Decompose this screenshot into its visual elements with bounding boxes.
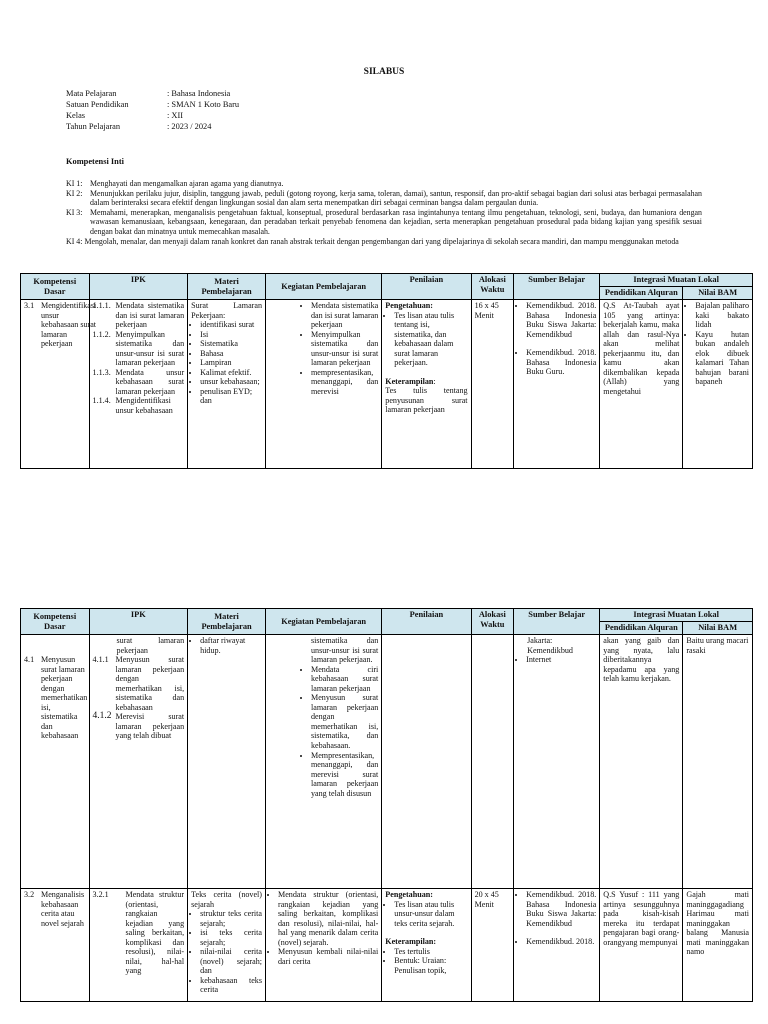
kegiatan-cell [266, 889, 382, 1002]
alquran-cell: Q.S At-Taubah ayat 105 yang artinya: bekerjalah kamu, maka allah dan rasul-Nya akan melihat pekerjaanmu itu, dan kamu akan dikembalikan kepada (Allah) yang mengetahui [600, 300, 683, 469]
sumber-item: • Internet [526, 655, 596, 665]
kegiatan-item: • Mendata ciri kebahasaan surat lamaran pekerjaan [311, 665, 378, 694]
sumber-cell [514, 889, 600, 1002]
kd-cell [21, 889, 90, 1002]
header-sumber: Sumber Belajar [514, 609, 600, 635]
bam-item: • Bajalan paliharo kaki bakato lidah [695, 301, 749, 330]
alquran-cell: akan yang gaib dan yang nyata, lalu diberitakannya kepadamu apa yang telah kamu kerjakan. [600, 635, 683, 889]
bam-item: • Kayu hutan bukan andaleh elok dibuek kalamari Tahan bahujan barani bapaneh [695, 330, 749, 387]
keterampilan-item: • Tes tertulis [394, 947, 467, 957]
header-ipk: IPK [89, 609, 188, 635]
meta-key: Satuan Pendidikan [66, 100, 129, 109]
pengetahuan-label: Pengetahuan: [385, 301, 433, 310]
materi-item: • penulisan EYD; dan [200, 387, 262, 406]
sumber-item: • Kemendikbud. 2018. Bahasa Indonesia Buku Guru. [526, 348, 596, 377]
meta-row [66, 121, 239, 132]
sumber-item: • Kemendikbud. 2018. Bahasa Indonesia Buku Siswa Jakarta: Kemendikbud [526, 301, 596, 339]
table-row [21, 889, 753, 1002]
ki-number: KI 1: [66, 179, 83, 188]
kegiatan-item: • mempresentasikan, menanggapi, dan merevisi [311, 368, 378, 397]
alokasi-cell [471, 635, 514, 889]
header-alokasi: Alokasi Waktu [471, 274, 514, 300]
ipk-cell [89, 300, 188, 469]
meta-row [66, 99, 239, 110]
ki-item [66, 208, 702, 237]
header-alquran: Pendidikan Alquran [600, 287, 683, 300]
penilaian-item: • Tes lisan atau tulis tentang isi, sistematika, dan kebahasaan dalam surat lamaran pekerjaan. [394, 311, 467, 368]
materi-intro: Surat Lamaran Pekerjaan: [191, 301, 262, 320]
meta-key: Tahun Pelajaran [66, 122, 121, 131]
ki-item [66, 189, 702, 208]
header-bam: Nilai BAM [683, 287, 753, 300]
header-penilaian: Penilaian [382, 609, 471, 635]
table-row [21, 635, 753, 889]
materi-item: • unsur kebahasaan; [200, 377, 262, 387]
kd-code: 3.2 [24, 890, 35, 899]
page-title: SILABUS [363, 67, 405, 77]
alokasi-cell: 20 x 45 Menit [471, 889, 514, 1002]
meta-value: : 2023 / 2024 [167, 122, 212, 131]
materi-item: • Lampiran [200, 358, 262, 368]
ipk-code: 4.1.1 [92, 655, 109, 665]
kd-cell [21, 635, 90, 889]
ipk-text: surat lamaran pekerjaan [116, 636, 185, 655]
materi-intro: Teks cerita (novel) sejarah [191, 890, 262, 909]
materi-cell [188, 889, 266, 1002]
sumber-cell [514, 635, 600, 889]
ipk-text: Mendata unsur kebahasaan surat lamaran pekerjaan [115, 367, 185, 396]
ipk-text: Merevisi surat lamaran pekerjaan yang telah dibuat [115, 712, 185, 741]
kegiatan-item: • Mendata struktur (orientasi, rangkaian kejadian yang saling berkaitan, komplikasi dan resolusi), nilai-nilai, hal-hal yang menarik dalam cerita (novel) sejarah. [278, 890, 378, 947]
ipk-text: Mengidentifikasi unsur kebahasaan [115, 396, 173, 416]
header-materi: Materi Pembelajaran [188, 274, 266, 300]
ki-number: KI 4: [66, 236, 83, 246]
materi-item: • daftar riwayat hidup. [200, 636, 262, 655]
silabus-table-1 [20, 273, 753, 469]
header-kegiatan: Kegiatan Pembelajaran [266, 274, 382, 300]
ipk-code: 1.1.3. [92, 367, 111, 377]
keterampilan-text: Tes tulis tentang penyusunan surat lamaran pekerjaan [385, 386, 468, 415]
kegiatan-item: • Mendata sistematika dan isi surat lamaran pekerjaan [311, 301, 378, 330]
ipk-text: Menyimpulkan sistematika dan unsur-unsur isi surat lamaran pekerjaan [115, 329, 185, 368]
sumber-item: • Kemendikbud. 2018. [526, 937, 596, 947]
kegiatan-text: sistematika dan unsur-unsur isi surat lamaran pekerjaan. [311, 636, 379, 665]
keterampilan-label: Keterampilan: [385, 937, 437, 947]
penilaian-cell [382, 889, 471, 1002]
header-kompetensi-dasar: Kompetensi Dasar [21, 274, 90, 300]
meta-value: : Bahasa Indonesia [167, 89, 231, 98]
materi-item: • kebahasaan teks cerita [200, 976, 262, 995]
ki-heading: Kompetensi Inti [66, 157, 124, 166]
meta-key: Kelas [66, 111, 86, 120]
pengetahuan-label: Pengetahuan: [385, 890, 433, 899]
header-integrasi: Integrasi Muatan Lokal [600, 609, 753, 622]
ipk-code: 4.1.2 [92, 711, 112, 722]
ki-text: Memahami, menerapkan, menganalisis pengetahuan faktual, konseptual, prosedural berdasarkan rasa ingintahunya tentang ilmu pengetahuan, teknologi, seni, budaya, dan humaniora dengan wawasan kemanusiaan, kebangsaan, kenegaraan, dan peradaban terkait penyebab fenomena dan kejadian, serta menerapkan pengetahuan prosedural pada bidang kajian yang spesifik sesuai dengan bakat dan minatnya untuk memecahkan masalah. [90, 207, 702, 236]
header-penilaian: Penilaian [382, 274, 471, 300]
header-kompetensi-dasar: Kompetensi Dasar [21, 609, 90, 635]
kd-cell [21, 300, 97, 469]
header-alokasi: Alokasi Waktu [471, 609, 514, 635]
bam-cell: Baitu urang macari rasaki [683, 635, 753, 889]
sumber-text: Jakarta: Kemendikbud [527, 636, 573, 655]
ki-item [66, 237, 702, 247]
header-ipk: IPK [89, 274, 188, 300]
alokasi-cell: 16 x 45 Menit [471, 300, 514, 469]
header-integrasi: Integrasi Muatan Lokal [600, 274, 753, 287]
keterampilan-label: Keterampilan: [385, 376, 436, 386]
materi-item: • nilai-nilai cerita (novel) sejarah; dan [200, 947, 262, 976]
sumber-cell [514, 300, 600, 469]
materi-item: • Sistematika [200, 339, 262, 349]
penilaian-cell [382, 635, 471, 889]
materi-item: • Kalimat efektif. [200, 368, 262, 378]
kegiatan-item: • Menyusun kembali nilai-nilai dari cerita [278, 947, 378, 966]
ipk-cell [89, 635, 188, 889]
kegiatan-item: • Menyimpulkan sistematika dan unsur-unsur isi surat lamaran pekerjaan [311, 330, 378, 368]
ki-text: Menunjukkan perilaku jujur, disiplin, tanggung jawab, peduli (gotong royong, kerja sama, toleran, damai), santun, responsif, dan pro-aktif sebagai bagian dari solusi atas berbagai permasalahan dalam berinteraksi secara efektif dengan lingkungan sosial dan alam serta menempatkan diri sebagai cerminan bangsa dalam pergaulan dunia. [90, 188, 702, 208]
header-alquran: Pendidikan Alquran [600, 622, 683, 635]
materi-cell [188, 635, 266, 889]
ipk-cell [89, 889, 188, 1002]
ipk-text: Mendata struktur (orientasi, rangkaian kejadian yang saling berkaitan, komplikasi dan resolusi), nilai-nilai, hal-hal yang [125, 890, 185, 976]
meta-value: : XII [167, 111, 184, 120]
kd-code: 4.1 [24, 655, 35, 664]
kegiatan-item: • Menyusun surat lamaran pekerjaan dengan memerhatikan isi, sistematika, dan kebahasaan. [311, 693, 378, 750]
ki-list [66, 179, 702, 246]
ipk-code: 1.1.2. [92, 329, 111, 339]
ipk-code: 3.2.1 [92, 890, 109, 899]
header-sumber: Sumber Belajar [514, 274, 600, 300]
ipk-text: Mendata sistematika dan isi surat lamaran pekerjaan [115, 301, 185, 330]
ipk-code: 1.1.4. [92, 396, 111, 406]
header-bam: Nilai BAM [683, 622, 753, 635]
table-row [21, 300, 753, 469]
kegiatan-item: • Mempresentasikan, menanggapi, dan merevisi surat lamaran pekerjaan yang telah disusun [311, 751, 378, 799]
materi-item: • Bahasa [200, 349, 262, 359]
ki-text: Mengolah, menalar, dan menyaji dalam ranah konkret dan ranah abstrak terkait dengan pengembangan dari yang dipelajarinya di sekolah secara mandiri, dan mampu menggunakan metoda [84, 236, 679, 246]
materi-cell [188, 300, 266, 469]
kd-text: Menyusun surat lamaran pekerjaan dengan memerhatikan isi, sistematika dan kebahasaan [41, 655, 88, 741]
penilaian-item: • Tes lisan atau tulis unsur-unsur dalam teks cerita sejarah. [394, 900, 467, 929]
identity-block [66, 88, 239, 132]
ki-item [66, 179, 702, 189]
meta-row [66, 88, 239, 99]
bam-cell: Gajah mati maninggagadiang Harimau mati maninggakan balang Manusia mati maninggakan namo [683, 889, 753, 1002]
sumber-item: • Kemendikbud. 2018. Bahasa Indonesia Buku Siswa Jakarta: Kemendikbud [526, 890, 596, 928]
meta-key: Mata Pelajaran [66, 89, 117, 98]
meta-value: : SMAN 1 Koto Baru [167, 100, 240, 109]
ki-number: KI 2: [66, 188, 83, 198]
kd-code: 3.1 [24, 301, 35, 310]
ipk-code: 1.1.1. [92, 301, 111, 310]
materi-item: • identifikasi surat [200, 320, 262, 330]
kd-text: Menganalisis kebahasaan cerita atau novel sejarah [41, 890, 85, 928]
kd-text: Mengidentifikasi unsur kebahasaan surat lamaran pekerjaan [41, 301, 97, 349]
keterampilan-item: • Bentuk: Uraian: Penulisan topik, [394, 956, 467, 975]
silabus-table-2 [20, 608, 753, 1002]
materi-item: • struktur teks cerita sejarah; [200, 909, 262, 928]
penilaian-cell [382, 300, 471, 469]
ki-number: KI 3: [66, 207, 83, 217]
kegiatan-cell [266, 300, 382, 469]
materi-item: • isi teks cerita sejarah; [200, 928, 262, 947]
bam-cell [683, 300, 753, 469]
materi-item: • Isi [200, 330, 262, 340]
header-materi: Materi Pembelajaran [188, 609, 266, 635]
alquran-cell: Q.S Yusuf : 111 yang artinya sesungguhnya pada kisah-kisah mereka itu terdapat pengajaran bagi orang-orangyang mempunyai [600, 889, 683, 1002]
kegiatan-cell [266, 635, 382, 889]
ki-text: Menghayati dan mengamalkan ajaran agama yang dianutnya. [90, 179, 284, 188]
meta-row [66, 110, 239, 121]
ipk-text: Menyusun surat lamaran pekerjaan dengan memerhatikan isi, sistematika dan kebahasaan [115, 655, 185, 712]
header-kegiatan: Kegiatan Pembelajaran [266, 609, 382, 635]
